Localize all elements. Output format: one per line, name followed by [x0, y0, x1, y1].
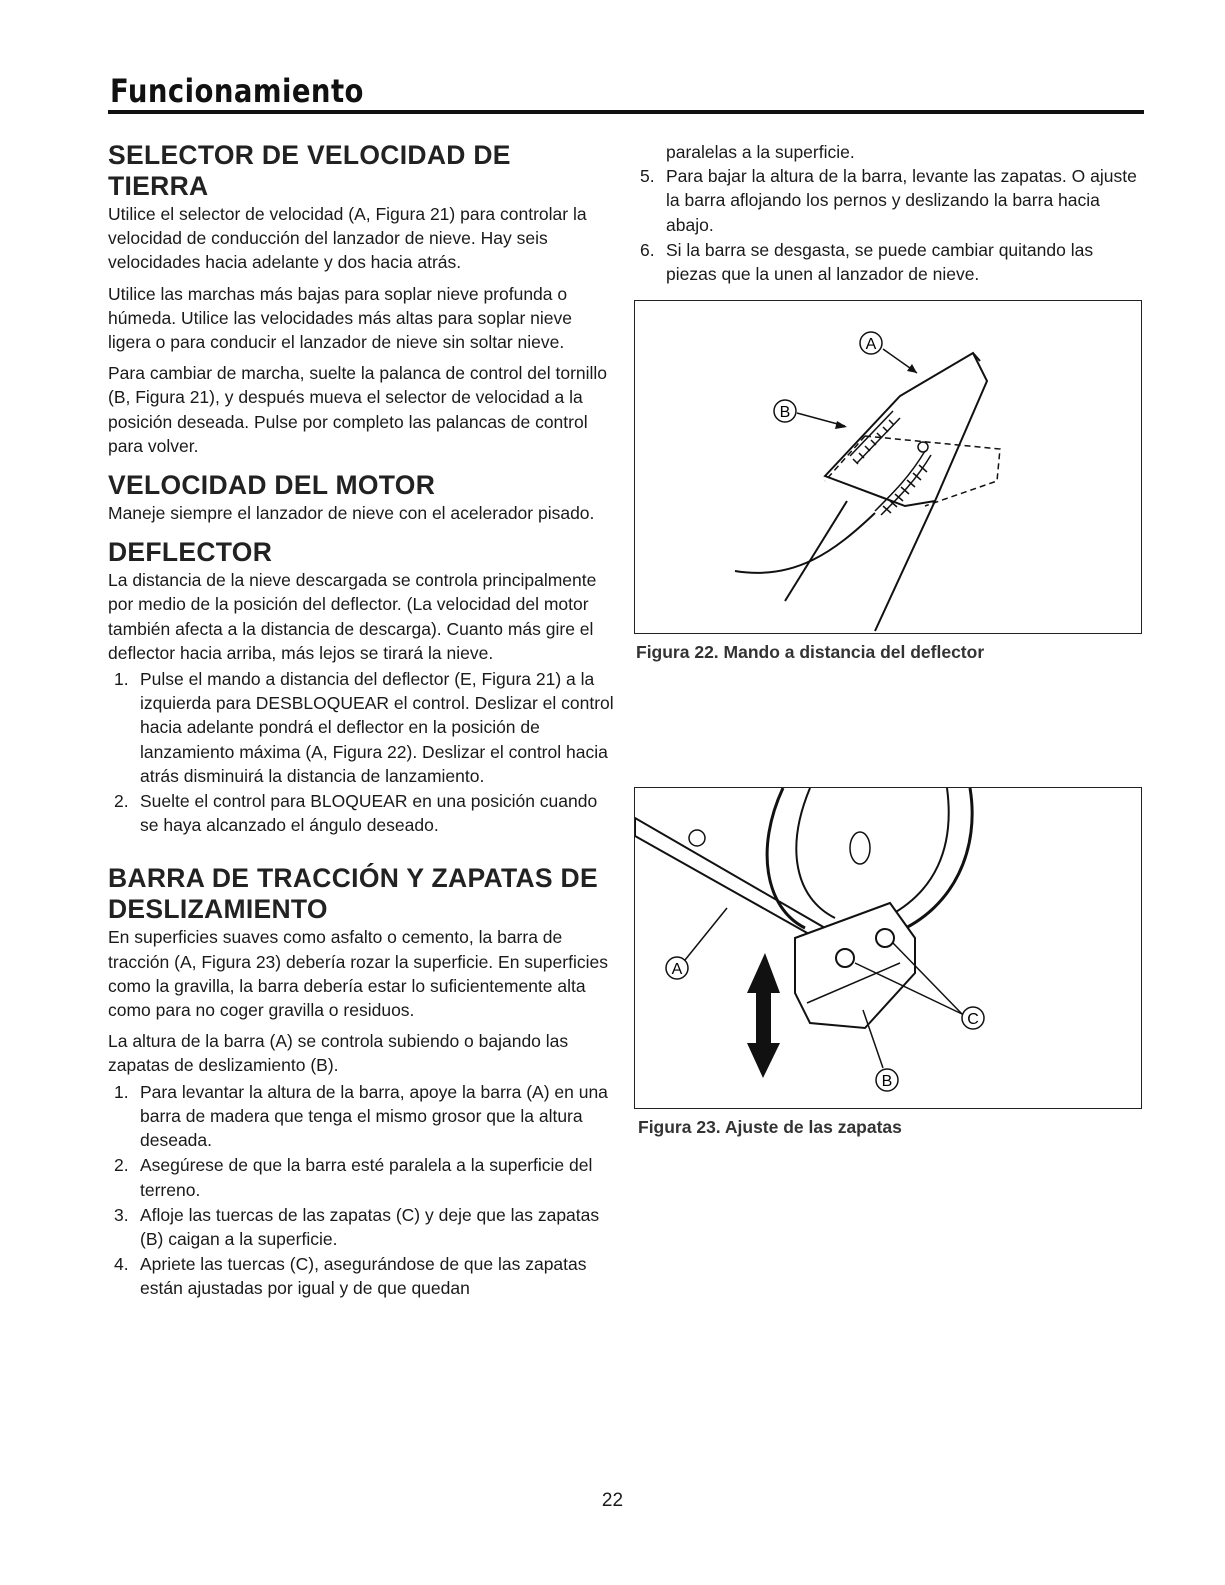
- list-number: 1.: [114, 669, 129, 690]
- section-deflector: [108, 537, 618, 837]
- numbered-list: [108, 1080, 618, 1301]
- figure-23-illustration: [634, 787, 1142, 1109]
- list-item: [108, 1080, 618, 1153]
- callout-b: B: [779, 404, 791, 421]
- list-item: [638, 238, 1143, 286]
- paragraph: Utilice las marchas más bajas para soplar nieve profunda o húmeda. Utilice las velocidades más altas para soplar nieve ligera o para conducir el lanzador de nieve sin soltar nieve.: [108, 283, 572, 353]
- paragraph: La altura de la barra (A) se controla subiendo o bajando las zapatas de deslizamiento (B).: [108, 1031, 569, 1076]
- list-text: Si la barra se desgasta, se puede cambiar quitando las piezas que la unen al lanzador de nieve.: [666, 239, 1094, 285]
- deflector-remote-drawing: [635, 301, 1141, 633]
- list-text: Apriete las tuercas (C), asegurándose de que las zapatas están ajustadas por igual y de que quedan: [140, 1254, 587, 1299]
- skid-shoe-drawing: [635, 788, 1141, 1108]
- list-number: 6.: [640, 239, 655, 260]
- numbered-list: [108, 667, 618, 837]
- section-title-deflector: DEFLECTOR: [108, 537, 273, 568]
- list-text: Pulse el mando a distancia del deflector (E, Figura 21) a la izquierda para DESBLOQUEAR el control. Deslizar el control hacia adelante pondrá el deflector en la posición de lanzamiento máxima (A, Figura 22). Deslizar el control hacia atrás disminuirá la distancia de lanzamiento.: [140, 669, 614, 786]
- list-item: [108, 667, 618, 788]
- header-rule: [108, 110, 1144, 114]
- list-text: Suelte el control para BLOQUEAR en una posición cuando se haya alcanzado el ángulo deseado.: [140, 791, 598, 836]
- page-header-title: Funcionamiento: [110, 72, 364, 110]
- continued-text: paralelas a la superficie.: [666, 142, 855, 162]
- callout-c: C: [967, 1011, 979, 1028]
- callout-a: A: [671, 961, 683, 978]
- numbered-list: [638, 164, 1143, 286]
- section-scraper-bar: [108, 863, 618, 1300]
- list-number: 5.: [640, 166, 655, 187]
- list-item: [108, 1153, 618, 1201]
- list-item: [108, 789, 618, 837]
- list-item: [108, 1203, 618, 1251]
- figure-22-caption: Figura 22. Mando a distancia del deflector: [636, 642, 985, 662]
- list-number: 2.: [114, 1155, 129, 1176]
- figure-23-caption: Figura 23. Ajuste de las zapatas: [638, 1117, 902, 1137]
- list-text: Para bajar la altura de la barra, levante las zapatas. O ajuste la barra aflojando los pernos y deslizando la barra hacia abajo.: [666, 166, 1137, 235]
- list-number: 1.: [114, 1081, 129, 1102]
- list-text: Asegúrese de que la barra esté paralela a la superficie del terreno.: [140, 1155, 593, 1200]
- section-ground-speed: [108, 140, 618, 458]
- list-item: [108, 1252, 618, 1300]
- list-text: Afloje las tuercas de las zapatas (C) y deje que las zapatas (B) caigan a la superficie.: [140, 1204, 600, 1249]
- paragraph: Para cambiar de marcha, suelte la palanca de control del tornillo (B, Figura 21), y después mueva el selector de velocidad a la posición deseada. Pulse por completo las palancas de control para volver.: [108, 363, 608, 456]
- page-number: 22: [601, 1490, 624, 1511]
- paragraph: Maneje siempre el lanzador de nieve con el acelerador pisado.: [108, 503, 595, 524]
- section-title-scraper-bar: BARRA DE TRACCIÓN Y ZAPATAS DE DESLIZAMIENTO: [108, 863, 598, 925]
- list-number: 4.: [114, 1254, 129, 1275]
- section-title-ground-speed: SELECTOR DE VELOCIDAD DE TIERRA: [108, 140, 511, 201]
- left-column: [108, 140, 618, 1313]
- paragraph: Utilice el selector de velocidad (A, Figura 21) para controlar la velocidad de conducción del lanzador de nieve. Hay seis velocidades hacia adelante y dos hacia atrás.: [108, 204, 587, 273]
- callout-a: A: [865, 336, 877, 353]
- callout-b: B: [881, 1073, 893, 1090]
- paragraph: La distancia de la nieve descargada se controla principalmente por medio de la posición del deflector. (La velocidad del motor también afecta a la distancia de descarga). Cuanto más gire el deflector hacia arriba, más lejos se tirará la nieve.: [108, 570, 597, 663]
- right-column: [638, 140, 1143, 287]
- paragraph: En superficies suaves como asfalto o cemento, la barra de tracción (A, Figura 23) debería rozar la superficie. En superficies como la gravilla, la barra debería estar lo suficientemente alta como para no coger gravilla o residuos.: [108, 927, 608, 1021]
- section-title-engine-speed: VELOCIDAD DEL MOTOR: [108, 470, 436, 501]
- list-item: [638, 164, 1143, 237]
- section-engine-speed: [108, 470, 618, 525]
- list-number: 3.: [114, 1204, 129, 1225]
- list-number: 2.: [114, 791, 129, 812]
- list-text: Para levantar la altura de la barra, apoye la barra (A) en una barra de madera que tenga el mismo grosor que la altura deseada.: [140, 1081, 608, 1151]
- figure-22-illustration: [634, 300, 1142, 634]
